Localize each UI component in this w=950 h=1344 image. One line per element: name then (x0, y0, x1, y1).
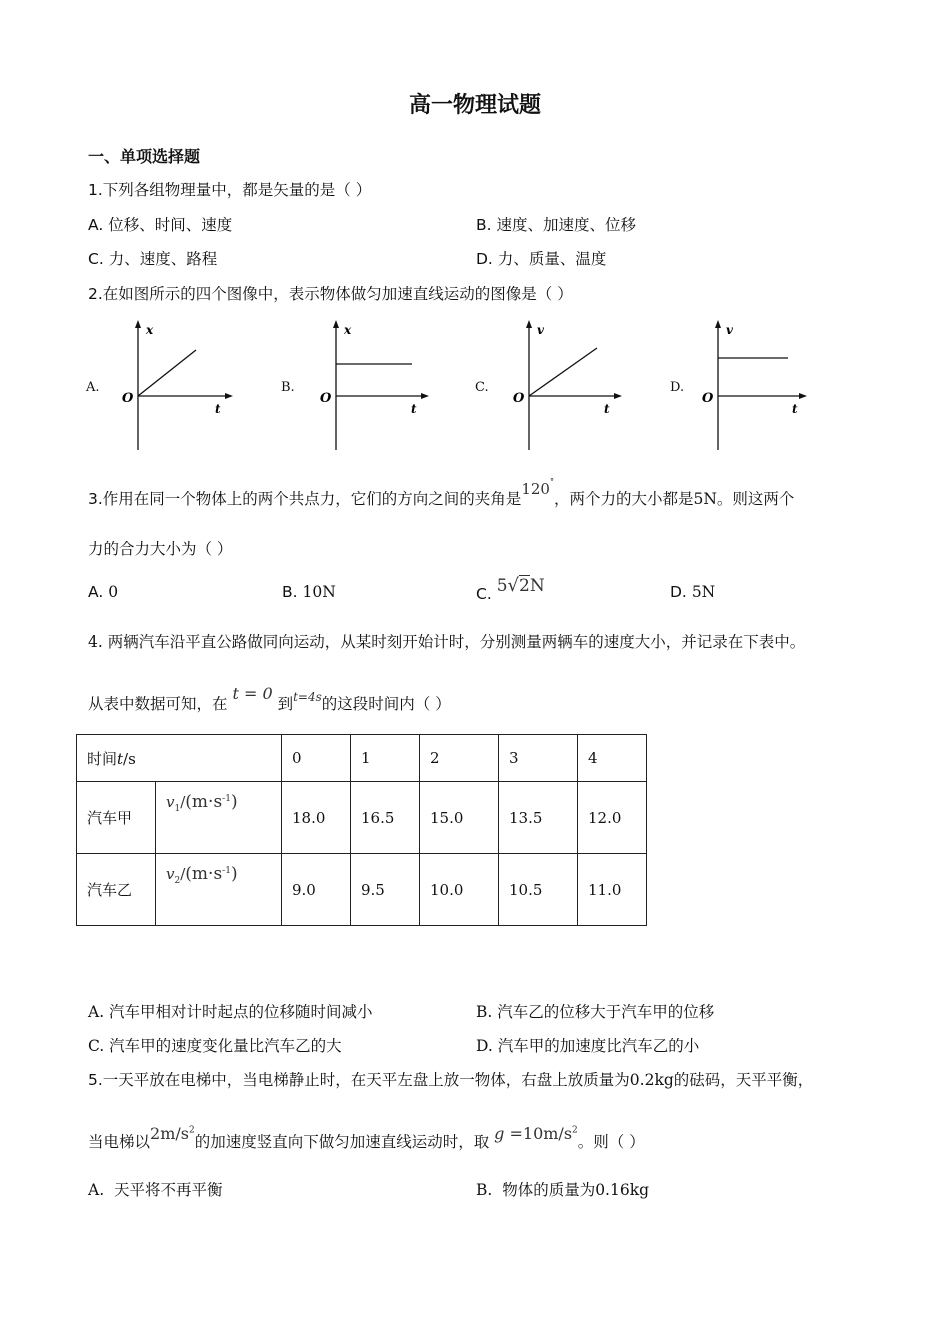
graph-a[interactable] (100, 318, 240, 454)
table-cell: 汽车乙 (77, 854, 156, 926)
graph-d[interactable] (680, 318, 820, 454)
option-letter: B. (282, 583, 298, 601)
q1-option-d[interactable] (476, 247, 606, 269)
q3-option-a[interactable] (88, 583, 118, 601)
graph-c-label[interactable]: C. (475, 380, 489, 395)
radicand: 2 (519, 576, 530, 596)
question-number: 3. (88, 490, 103, 508)
question-3-line-2: 力的合力大小为（ ） (88, 540, 233, 558)
y-axis-label: x (146, 323, 154, 337)
table-cell: 汽车甲 (77, 782, 156, 854)
question-text: 的加速度竖直向下做匀加速直线运动时，取 (194, 1133, 490, 1151)
degree-sign: ° (549, 476, 554, 486)
question-text: 从表中数据可知，在 (88, 695, 228, 713)
q4-option-a[interactable]: A. 汽车甲相对计时起点的位移随时间减小 (88, 1003, 373, 1021)
table-cell: 3 (499, 735, 578, 782)
option-letter: A. (88, 1181, 105, 1199)
table-header-row (77, 735, 647, 782)
origin-label: O (702, 391, 714, 406)
graph-b[interactable] (298, 318, 438, 454)
q4-option-c[interactable]: C. 汽车甲的速度变化量比汽车乙的大 (88, 1037, 342, 1055)
option-letter: B. (476, 1181, 493, 1199)
origin-label: O (513, 391, 525, 406)
option-text: 力、质量、温度 (497, 250, 607, 268)
table-cell: 13.5 (499, 782, 578, 854)
question-number: 1. (88, 181, 103, 199)
table-cell: 15.0 (420, 782, 499, 854)
q4-option-b[interactable]: B. 汽车乙的位移大于汽车甲的位移 (476, 1003, 715, 1021)
question-5-line-2 (88, 1124, 645, 1152)
time-end: t=4s (293, 690, 322, 704)
origin-label: O (122, 391, 134, 406)
option-letter: A. (88, 216, 104, 234)
x-axis-label: t (792, 402, 798, 416)
option-text: 天平将不再平衡 (113, 1181, 223, 1199)
table-cell: 10.5 (499, 854, 578, 926)
data-table (76, 734, 647, 926)
table-cell: 2 (420, 735, 499, 782)
section-heading: 一、单项选择题 (88, 147, 201, 166)
question-5 (88, 1068, 813, 1090)
acceleration-value: $2m/s^2$ (150, 1124, 195, 1143)
y-axis-label: v (726, 323, 733, 337)
page-title: 高一物理试题 (408, 92, 541, 118)
table-header-cell: 时间t/s (77, 735, 282, 782)
table-row (77, 854, 647, 926)
option-math: 5√2N (496, 575, 545, 596)
q5-option-a[interactable] (88, 1178, 223, 1200)
question-number: 2. (88, 285, 103, 303)
question-text: 。则（ ） (577, 1133, 645, 1151)
question-3 (88, 476, 795, 509)
question-text-cont: ，两个力的大小都是5N。则这两个 (553, 490, 795, 508)
question-text: 下列各组物理量中，都是矢量的是（ ） (102, 181, 372, 199)
graph-a-label[interactable]: A. (86, 380, 100, 395)
table-cell: 9.5 (351, 854, 420, 926)
table-cell: 4 (578, 735, 647, 782)
question-1 (88, 178, 371, 200)
option-text: 位移、时间、速度 (108, 216, 233, 234)
table-cell: 1 (351, 735, 420, 782)
option-text: 速度、加速度、位移 (496, 216, 637, 234)
question-4: 4. 两辆汽车沿平直公路做同向运动，从某时刻开始计时，分别测量两辆车的速度大小，并记录在下表中。 (88, 633, 806, 651)
graph-c[interactable] (491, 318, 631, 454)
question-2 (88, 282, 573, 304)
q3-option-c[interactable] (476, 575, 545, 604)
q3-option-d[interactable] (670, 583, 715, 601)
x-axis-label: t (215, 402, 221, 416)
option-letter: C. (88, 250, 104, 268)
y-axis-label: x (344, 323, 352, 337)
question-text: 当电梯以 (88, 1133, 151, 1151)
angle-value: 120 (521, 480, 550, 498)
question-text: 在如图所示的四个图像中，表示物体做匀加速直线运动的图像是（ ） (102, 285, 573, 303)
q4-option-d[interactable]: D. 汽车甲的加速度比汽车乙的小 (476, 1037, 700, 1055)
question-text: 的这段时间内（ ） (321, 695, 451, 713)
option-text: 力、速度、路程 (108, 250, 218, 268)
question-4-line-2 (88, 684, 451, 714)
q1-option-c[interactable] (88, 247, 217, 269)
option-letter: B. (476, 216, 492, 234)
y-axis-label: v (537, 323, 544, 337)
table-cell: 16.5 (351, 782, 420, 854)
table-cell-unit: $v_1/(m\cdot s^{-1})$ (156, 782, 282, 854)
table-cell: 18.0 (282, 782, 351, 854)
option-text: 0 (108, 583, 119, 601)
table-cell: 12.0 (578, 782, 647, 854)
graph-b-label[interactable]: B. (281, 380, 295, 395)
x-axis-label: t (411, 402, 417, 416)
graph-d-label[interactable]: D. (670, 380, 685, 395)
table-row (77, 782, 647, 854)
unit: N (529, 576, 545, 596)
question-text: 作用在同一个物体上的两个共点力，它们的方向之间的夹角是 (102, 490, 522, 508)
option-letter: D. (670, 583, 687, 601)
question-number: 5. (88, 1071, 103, 1089)
table-cell-unit: $v_2/(m\cdot s^{-1})$ (156, 854, 282, 926)
option-letter: A. (88, 583, 104, 601)
coef: 5 (496, 576, 508, 596)
option-letter: C. (476, 585, 492, 603)
option-letter: D. (476, 250, 493, 268)
table-cell: 10.0 (420, 854, 499, 926)
option-text: 物体的质量为0.16kg (502, 1181, 650, 1199)
table-cell: 0 (282, 735, 351, 782)
question-text: 一天平放在电梯中，当电梯静止时，在天平左盘上放一物体，右盘上放质量为0.2kg的砝码，天平平衡， (102, 1071, 814, 1089)
q1-option-b[interactable] (476, 213, 636, 235)
q3-option-b[interactable] (282, 583, 336, 601)
question-text: 到 (277, 695, 294, 713)
x-axis-label: t (604, 402, 610, 416)
origin-label: O (320, 391, 332, 406)
time-start: t = 0 (232, 684, 273, 703)
gravity-value: $g =10m/s^2$ (494, 1124, 578, 1143)
table-cell: 9.0 (282, 854, 351, 926)
q5-option-b[interactable] (476, 1178, 649, 1200)
option-text: 5N (691, 583, 716, 601)
q1-option-a[interactable] (88, 213, 232, 235)
table-cell: 11.0 (578, 854, 647, 926)
option-text: 10N (302, 583, 336, 601)
